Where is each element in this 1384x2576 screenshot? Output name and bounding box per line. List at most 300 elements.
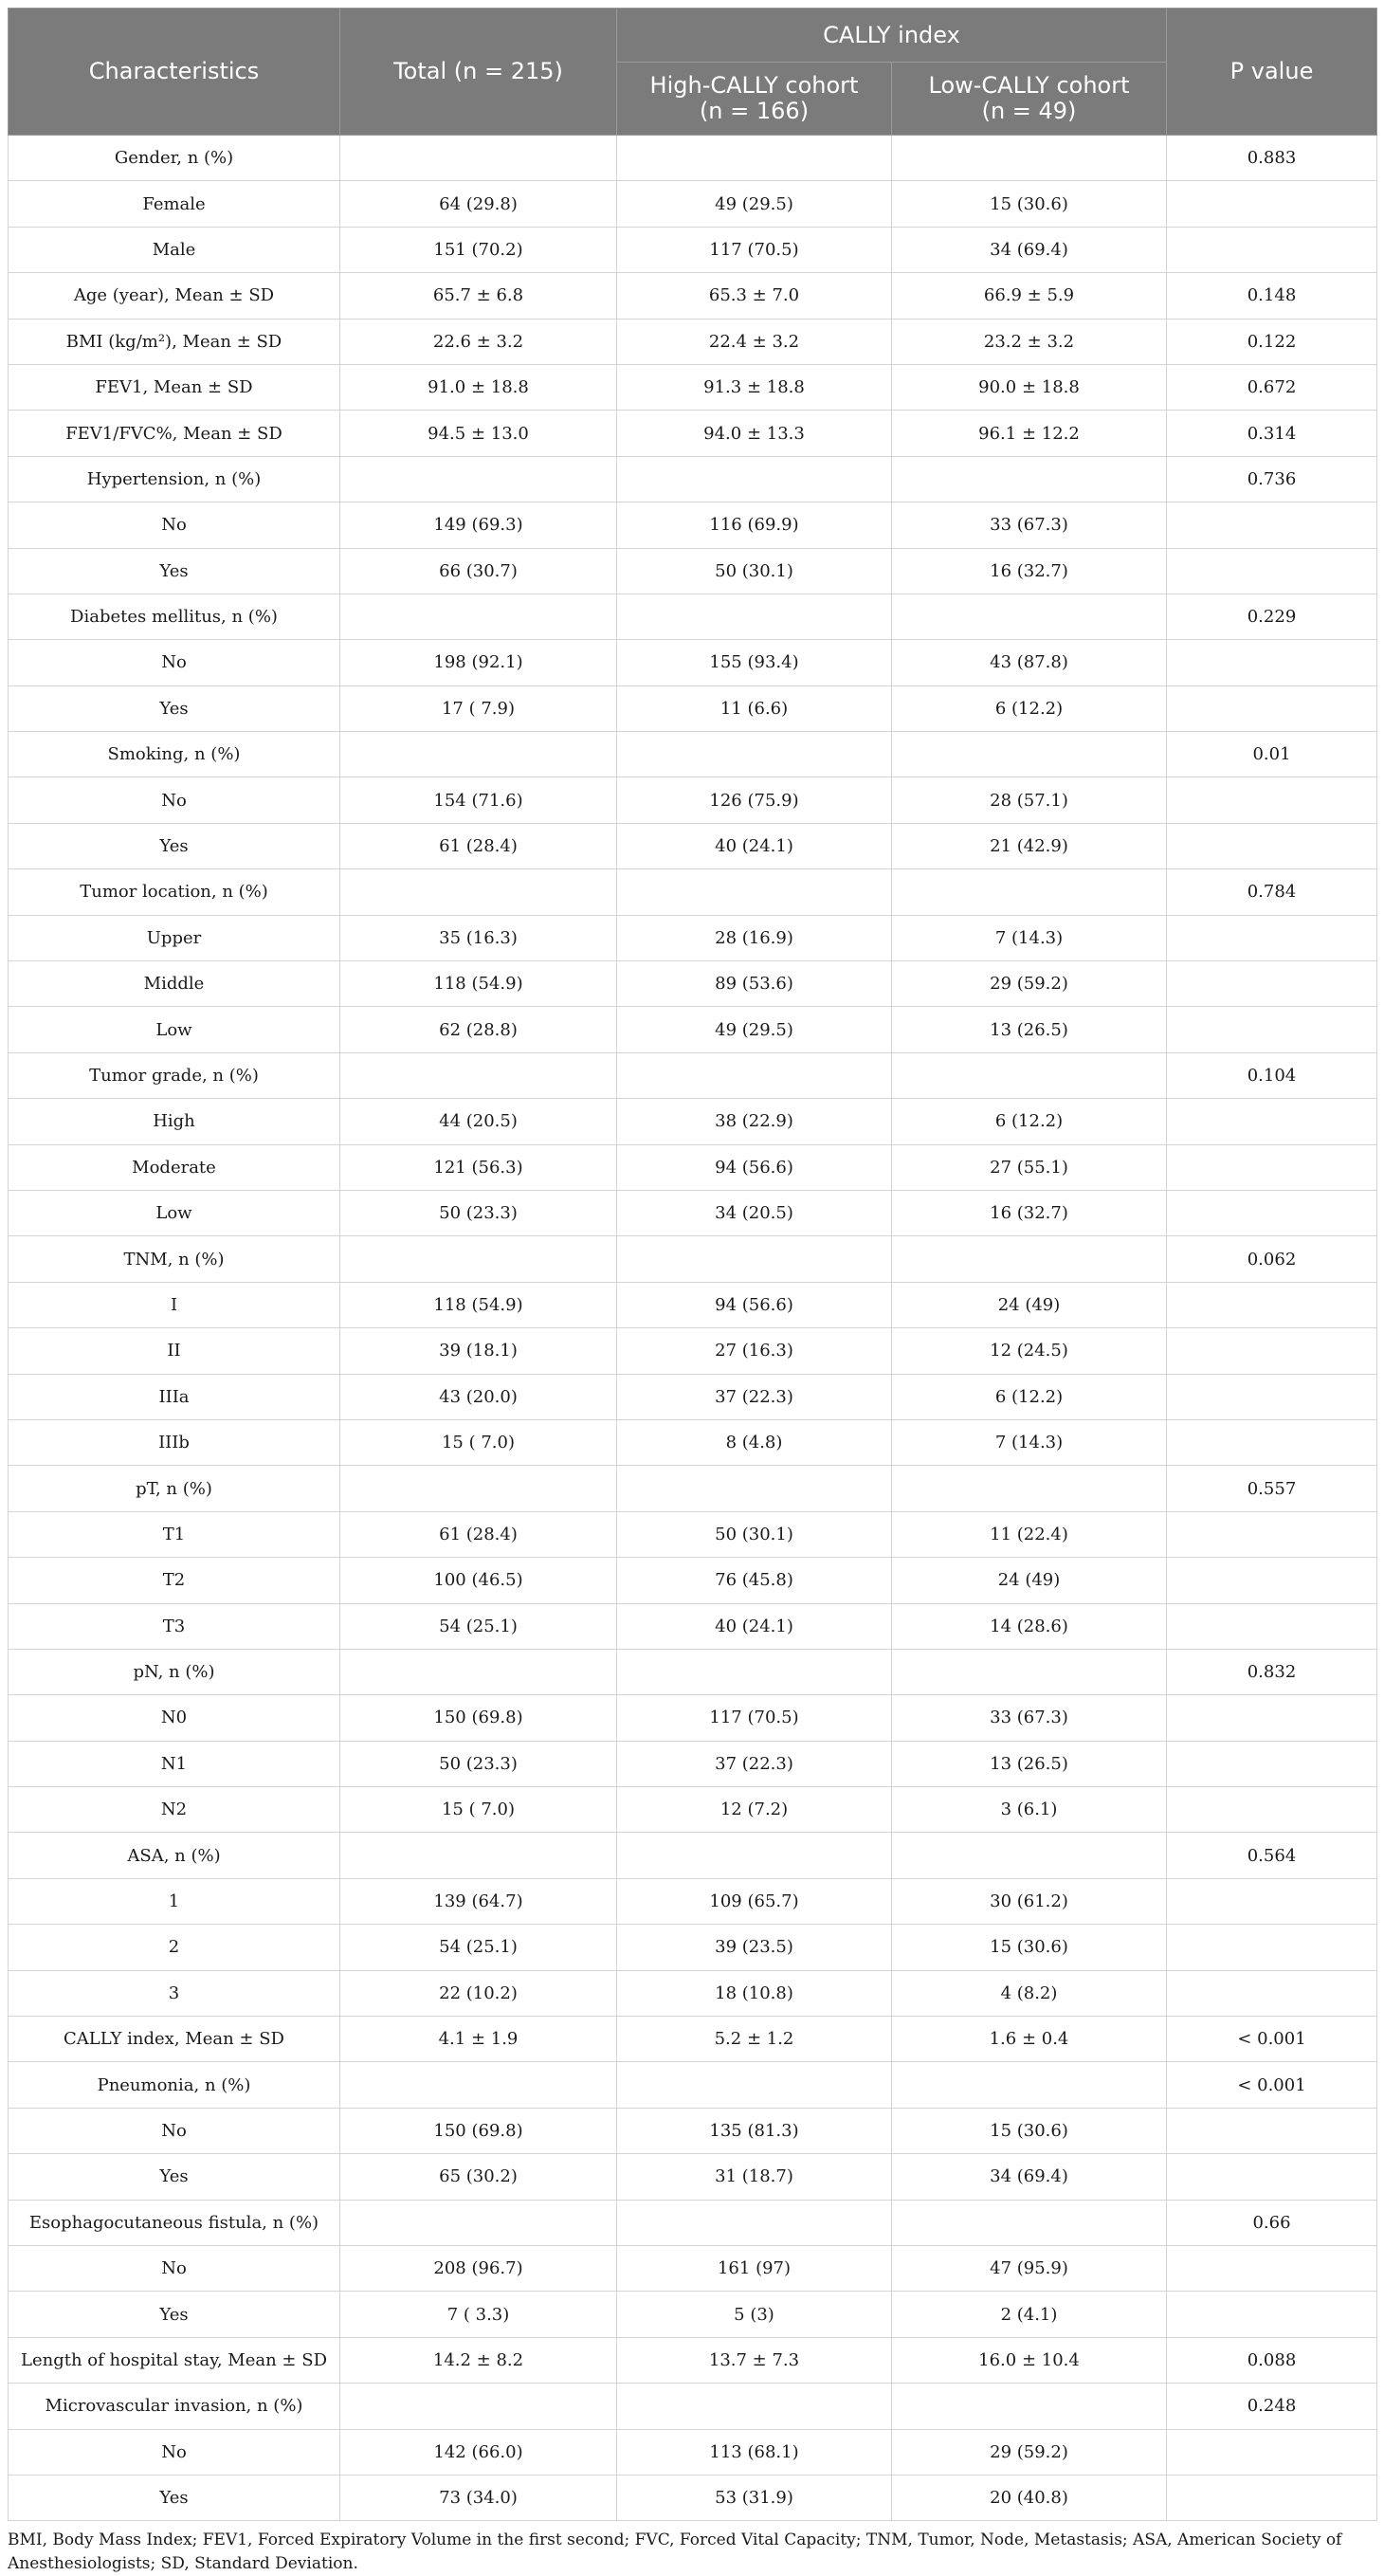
cell-total [340, 2062, 617, 2108]
cell-low-cally: 16 (32.7) [892, 1190, 1167, 1235]
cell-p-value: 0.832 [1167, 1649, 1377, 1694]
cell-p-value [1167, 1925, 1377, 1970]
table-row [9, 2337, 1377, 2383]
cell-high-cally: 126 (75.9) [617, 777, 892, 823]
cell-low-cally [892, 1466, 1167, 1511]
table-row [9, 1695, 1377, 1741]
cell-high-cally: 5 (3) [617, 2292, 892, 2337]
cell-total: 54 (25.1) [340, 1603, 617, 1649]
cell-characteristic: N0 [9, 1695, 340, 1741]
cell-p-value [1167, 1695, 1377, 1741]
cell-high-cally: 161 (97) [617, 2245, 892, 2291]
table-row [9, 1787, 1377, 1833]
table-row [9, 1558, 1377, 1603]
cell-low-cally: 24 (49) [892, 1282, 1167, 1327]
table-row [9, 2245, 1377, 2291]
cell-high-cally: 50 (30.1) [617, 1511, 892, 1557]
cell-high-cally: 40 (24.1) [617, 1603, 892, 1649]
cell-high-cally [617, 1833, 892, 1878]
cell-p-value [1167, 1282, 1377, 1327]
cell-characteristic: 2 [9, 1925, 340, 1970]
cell-p-value [1167, 685, 1377, 731]
cell-total: 35 (16.3) [340, 915, 617, 960]
cell-low-cally: 47 (95.9) [892, 2245, 1167, 2291]
cell-low-cally: 4 (8.2) [892, 1970, 1167, 2016]
cell-low-cally [892, 2384, 1167, 2429]
table-row [9, 2017, 1377, 2062]
cell-characteristic: Esophagocutaneous fistula, n (%) [9, 2200, 340, 2245]
cell-high-cally: 49 (29.5) [617, 1007, 892, 1052]
cell-total: 61 (28.4) [340, 823, 617, 868]
table-row [9, 1511, 1377, 1557]
cell-characteristic: No [9, 777, 340, 823]
table-row [9, 685, 1377, 731]
cell-p-value: 0.122 [1167, 319, 1377, 364]
cell-low-cally: 16.0 ± 10.4 [892, 2337, 1167, 2383]
cell-total [340, 2200, 617, 2245]
table-row [9, 640, 1377, 685]
table-row [9, 2108, 1377, 2153]
cell-high-cally: 34 (20.5) [617, 1190, 892, 1235]
header-characteristics: Characteristics [9, 9, 340, 136]
cell-low-cally: 12 (24.5) [892, 1328, 1167, 1374]
table-row [9, 1328, 1377, 1374]
cell-characteristic: Age (year), Mean ± SD [9, 273, 340, 319]
cell-characteristic: Pneumonia, n (%) [9, 2062, 340, 2108]
cell-low-cally: 6 (12.2) [892, 685, 1167, 731]
cell-low-cally: 28 (57.1) [892, 777, 1167, 823]
cell-characteristic: I [9, 1282, 340, 1327]
cell-p-value [1167, 1007, 1377, 1052]
cell-high-cally: 109 (65.7) [617, 1878, 892, 1924]
cell-total: 65 (30.2) [340, 2154, 617, 2200]
table-row [9, 136, 1377, 181]
cell-total: 149 (69.3) [340, 502, 617, 548]
table-row [9, 2062, 1377, 2108]
cell-total: 17 ( 7.9) [340, 685, 617, 731]
cell-characteristic: Yes [9, 548, 340, 594]
cell-total: 39 (18.1) [340, 1328, 617, 1374]
cell-p-value [1167, 1511, 1377, 1557]
table-row [9, 869, 1377, 915]
cell-characteristic: FEV1/FVC%, Mean ± SD [9, 411, 340, 456]
table-row [9, 1833, 1377, 1878]
table-row [9, 319, 1377, 364]
cell-high-cally: 5.2 ± 1.2 [617, 2017, 892, 2062]
cell-p-value [1167, 1970, 1377, 2016]
table-row [9, 1052, 1377, 1098]
cell-characteristic: TNM, n (%) [9, 1236, 340, 1282]
cell-low-cally: 13 (26.5) [892, 1007, 1167, 1052]
cell-characteristic: 1 [9, 1878, 340, 1924]
cell-characteristic: Upper [9, 915, 340, 960]
cell-characteristic: Moderate [9, 1144, 340, 1190]
cell-high-cally: 94 (56.6) [617, 1282, 892, 1327]
cell-p-value [1167, 1144, 1377, 1190]
table-row [9, 411, 1377, 456]
cell-characteristic: CALLY index, Mean ± SD [9, 2017, 340, 2062]
cell-low-cally [892, 1833, 1167, 1878]
cell-characteristic: Low [9, 1007, 340, 1052]
table-row [9, 364, 1377, 410]
cell-p-value [1167, 777, 1377, 823]
cell-total: 208 (96.7) [340, 2245, 617, 2291]
cell-p-value [1167, 2292, 1377, 2337]
cell-high-cally: 22.4 ± 3.2 [617, 319, 892, 364]
cell-high-cally: 12 (7.2) [617, 1787, 892, 1833]
cell-total: 139 (64.7) [340, 1878, 617, 1924]
cell-low-cally: 16 (32.7) [892, 548, 1167, 594]
cell-low-cally [892, 1649, 1167, 1694]
cell-p-value [1167, 2475, 1377, 2520]
cell-total: 198 (92.1) [340, 640, 617, 685]
header-cally-index: CALLY index [617, 9, 1167, 63]
cell-low-cally: 27 (55.1) [892, 1144, 1167, 1190]
cell-p-value [1167, 2245, 1377, 2291]
cell-high-cally: 135 (81.3) [617, 2108, 892, 2153]
cell-characteristic: Yes [9, 2292, 340, 2337]
cell-characteristic: T3 [9, 1603, 340, 1649]
cell-high-cally: 117 (70.5) [617, 1695, 892, 1741]
cell-p-value [1167, 961, 1377, 1007]
cell-characteristic: Tumor grade, n (%) [9, 1052, 340, 1098]
cell-total: 15 ( 7.0) [340, 1419, 617, 1465]
table-row [9, 1419, 1377, 1465]
cell-low-cally [892, 2062, 1167, 2108]
table-row [9, 2292, 1377, 2337]
table-row [9, 823, 1377, 868]
cell-low-cally: 43 (87.8) [892, 640, 1167, 685]
table-row [9, 1925, 1377, 1970]
cell-p-value [1167, 1374, 1377, 1419]
cell-p-value: 0.784 [1167, 869, 1377, 915]
cell-total: 44 (20.5) [340, 1099, 617, 1144]
cell-p-value [1167, 1328, 1377, 1374]
cell-low-cally: 14 (28.6) [892, 1603, 1167, 1649]
cell-p-value [1167, 1419, 1377, 1465]
table-row [9, 502, 1377, 548]
cell-high-cally: 38 (22.9) [617, 1099, 892, 1144]
cell-total: 154 (71.6) [340, 777, 617, 823]
cell-high-cally: 39 (23.5) [617, 1925, 892, 1970]
cell-characteristic: No [9, 2429, 340, 2475]
cell-total: 150 (69.8) [340, 1695, 617, 1741]
header-high-cally: High-CALLY cohort (n = 166) [617, 63, 892, 136]
cell-total [340, 594, 617, 639]
cell-total: 22 (10.2) [340, 1970, 617, 2016]
cell-total: 7 ( 3.3) [340, 2292, 617, 2337]
cell-characteristic: Diabetes mellitus, n (%) [9, 594, 340, 639]
cell-low-cally: 29 (59.2) [892, 2429, 1167, 2475]
cell-characteristic: IIIa [9, 1374, 340, 1419]
table-row [9, 273, 1377, 319]
table-row [9, 2475, 1377, 2520]
cell-high-cally: 155 (93.4) [617, 640, 892, 685]
cell-low-cally: 11 (22.4) [892, 1511, 1167, 1557]
cell-p-value [1167, 640, 1377, 685]
table-row [9, 2200, 1377, 2245]
cell-p-value [1167, 915, 1377, 960]
cell-high-cally [617, 732, 892, 777]
cell-low-cally: 6 (12.2) [892, 1374, 1167, 1419]
cell-low-cally [892, 594, 1167, 639]
cell-characteristic: Low [9, 1190, 340, 1235]
cell-high-cally: 116 (69.9) [617, 502, 892, 548]
cell-total [340, 732, 617, 777]
cell-high-cally: 65.3 ± 7.0 [617, 273, 892, 319]
cell-characteristic: Hypertension, n (%) [9, 456, 340, 502]
cell-low-cally: 13 (26.5) [892, 1741, 1167, 1786]
cell-total [340, 1236, 617, 1282]
cell-low-cally [892, 136, 1167, 181]
cell-characteristic: Female [9, 181, 340, 227]
cell-characteristic: Smoking, n (%) [9, 732, 340, 777]
cell-low-cally: 7 (14.3) [892, 915, 1167, 960]
cell-total: 14.2 ± 8.2 [340, 2337, 617, 2383]
cell-high-cally [617, 594, 892, 639]
cell-total: 65.7 ± 6.8 [340, 273, 617, 319]
cell-high-cally [617, 1466, 892, 1511]
cell-high-cally: 31 (18.7) [617, 2154, 892, 2200]
cell-characteristic: T1 [9, 1511, 340, 1557]
cell-total: 43 (20.0) [340, 1374, 617, 1419]
cell-high-cally: 76 (45.8) [617, 1558, 892, 1603]
cell-characteristic: 3 [9, 1970, 340, 2016]
cell-p-value: 0.672 [1167, 364, 1377, 410]
cell-p-value [1167, 548, 1377, 594]
cell-characteristic: FEV1, Mean ± SD [9, 364, 340, 410]
cell-high-cally: 89 (53.6) [617, 961, 892, 1007]
table-row [9, 1878, 1377, 1924]
cell-high-cally [617, 456, 892, 502]
cell-low-cally: 1.6 ± 0.4 [892, 2017, 1167, 2062]
cell-high-cally: 94.0 ± 13.3 [617, 411, 892, 456]
cell-total [340, 1649, 617, 1694]
cell-high-cally: 91.3 ± 18.8 [617, 364, 892, 410]
cell-high-cally: 37 (22.3) [617, 1374, 892, 1419]
cell-characteristic: Male [9, 227, 340, 272]
cell-p-value: 0.736 [1167, 456, 1377, 502]
cell-high-cally: 53 (31.9) [617, 2475, 892, 2520]
cell-characteristic: Yes [9, 2475, 340, 2520]
cell-high-cally [617, 1052, 892, 1098]
cell-characteristic: N2 [9, 1787, 340, 1833]
cell-p-value: 0.66 [1167, 2200, 1377, 2245]
table-container [8, 8, 1376, 2576]
cell-total [340, 2384, 617, 2429]
table-row [9, 1466, 1377, 1511]
cell-p-value: 0.557 [1167, 1466, 1377, 1511]
cell-characteristic: Microvascular invasion, n (%) [9, 2384, 340, 2429]
cell-high-cally [617, 869, 892, 915]
cell-characteristic: High [9, 1099, 340, 1144]
cell-total: 150 (69.8) [340, 2108, 617, 2153]
cell-low-cally: 15 (30.6) [892, 181, 1167, 227]
cell-total [340, 1052, 617, 1098]
table-row [9, 2429, 1377, 2475]
cell-p-value: 0.088 [1167, 2337, 1377, 2383]
cell-p-value [1167, 1787, 1377, 1833]
cell-low-cally: 7 (14.3) [892, 1419, 1167, 1465]
cell-p-value [1167, 2154, 1377, 2200]
cell-low-cally: 15 (30.6) [892, 1925, 1167, 1970]
cell-characteristic: Length of hospital stay, Mean ± SD [9, 2337, 340, 2383]
cell-high-cally [617, 1649, 892, 1694]
table-row [9, 1970, 1377, 2016]
table-row [9, 1144, 1377, 1190]
cell-low-cally [892, 1236, 1167, 1282]
cell-low-cally: 24 (49) [892, 1558, 1167, 1603]
cell-characteristic: No [9, 502, 340, 548]
cell-total: 50 (23.3) [340, 1741, 617, 1786]
cell-high-cally: 27 (16.3) [617, 1328, 892, 1374]
cell-total [340, 869, 617, 915]
cell-low-cally [892, 2200, 1167, 2245]
cell-low-cally [892, 732, 1167, 777]
cell-total [340, 1466, 617, 1511]
cell-low-cally: 20 (40.8) [892, 2475, 1167, 2520]
table-row [9, 777, 1377, 823]
cell-total: 66 (30.7) [340, 548, 617, 594]
table-row [9, 181, 1377, 227]
cell-total [340, 136, 617, 181]
cell-p-value [1167, 181, 1377, 227]
cell-characteristic: II [9, 1328, 340, 1374]
cell-p-value [1167, 1603, 1377, 1649]
cell-total: 62 (28.8) [340, 1007, 617, 1052]
cell-total: 61 (28.4) [340, 1511, 617, 1557]
cell-high-cally [617, 1236, 892, 1282]
cell-low-cally: 90.0 ± 18.8 [892, 364, 1167, 410]
cell-high-cally: 37 (22.3) [617, 1741, 892, 1786]
cell-p-value [1167, 823, 1377, 868]
cell-total: 22.6 ± 3.2 [340, 319, 617, 364]
table-row [9, 915, 1377, 960]
cell-low-cally: 3 (6.1) [892, 1787, 1167, 1833]
table-row [9, 2384, 1377, 2429]
cell-low-cally: 21 (42.9) [892, 823, 1167, 868]
cell-characteristic: ASA, n (%) [9, 1833, 340, 1878]
cell-p-value [1167, 2429, 1377, 2475]
cell-high-cally [617, 136, 892, 181]
table-row [9, 732, 1377, 777]
cell-high-cally: 49 (29.5) [617, 181, 892, 227]
characteristics-table [8, 8, 1377, 2521]
cell-total [340, 1833, 617, 1878]
cell-total: 54 (25.1) [340, 1925, 617, 1970]
cell-high-cally [617, 2200, 892, 2245]
cell-characteristic: BMI (kg/m²), Mean ± SD [9, 319, 340, 364]
table-row [9, 227, 1377, 272]
cell-total: 50 (23.3) [340, 1190, 617, 1235]
header-p-value: P value [1167, 9, 1377, 136]
cell-high-cally [617, 2384, 892, 2429]
cell-p-value: < 0.001 [1167, 2062, 1377, 2108]
cell-characteristic: Yes [9, 2154, 340, 2200]
cell-low-cally: 33 (67.3) [892, 1695, 1167, 1741]
cell-p-value: 0.248 [1167, 2384, 1377, 2429]
cell-low-cally: 29 (59.2) [892, 961, 1167, 1007]
cell-high-cally: 13.7 ± 7.3 [617, 2337, 892, 2383]
cell-high-cally: 117 (70.5) [617, 227, 892, 272]
cell-high-cally: 113 (68.1) [617, 2429, 892, 2475]
cell-p-value [1167, 1741, 1377, 1786]
cell-high-cally: 11 (6.6) [617, 685, 892, 731]
cell-total: 91.0 ± 18.8 [340, 364, 617, 410]
cell-p-value: 0.314 [1167, 411, 1377, 456]
cell-low-cally: 30 (61.2) [892, 1878, 1167, 1924]
cell-low-cally: 6 (12.2) [892, 1099, 1167, 1144]
cell-p-value [1167, 227, 1377, 272]
cell-p-value: 0.062 [1167, 1236, 1377, 1282]
cell-high-cally: 18 (10.8) [617, 1970, 892, 2016]
table-footnote: BMI, Body Mass Index; FEV1, Forced Expiratory Volume in the first second; FVC, Forced Vital Capacity; TNM, Tumor, Node, Metastasis; ASA, American Society of Anesthesiologists; SD, Standard Deviation. [8, 2530, 1342, 2574]
table-row [9, 548, 1377, 594]
cell-low-cally: 15 (30.6) [892, 2108, 1167, 2153]
cell-low-cally [892, 869, 1167, 915]
cell-total: 151 (70.2) [340, 227, 617, 272]
cell-low-cally: 34 (69.4) [892, 2154, 1167, 2200]
cell-low-cally: 2 (4.1) [892, 2292, 1167, 2337]
header-low-cally: Low-CALLY cohort (n = 49) [892, 63, 1167, 136]
table-row [9, 594, 1377, 639]
cell-total: 118 (54.9) [340, 1282, 617, 1327]
cell-p-value [1167, 2108, 1377, 2153]
cell-low-cally: 66.9 ± 5.9 [892, 273, 1167, 319]
cell-p-value [1167, 1558, 1377, 1603]
cell-p-value [1167, 502, 1377, 548]
cell-total: 121 (56.3) [340, 1144, 617, 1190]
table-row [9, 1007, 1377, 1052]
cell-p-value [1167, 1878, 1377, 1924]
cell-p-value: 0.148 [1167, 273, 1377, 319]
cell-characteristic: Middle [9, 961, 340, 1007]
table-row [9, 2154, 1377, 2200]
cell-total: 4.1 ± 1.9 [340, 2017, 617, 2062]
cell-total [340, 456, 617, 502]
cell-p-value [1167, 1099, 1377, 1144]
table-row [9, 1649, 1377, 1694]
cell-high-cally: 28 (16.9) [617, 915, 892, 960]
cell-total: 64 (29.8) [340, 181, 617, 227]
cell-p-value: 0.229 [1167, 594, 1377, 639]
cell-characteristic: Tumor location, n (%) [9, 869, 340, 915]
cell-low-cally [892, 456, 1167, 502]
cell-total: 73 (34.0) [340, 2475, 617, 2520]
table-row [9, 1099, 1377, 1144]
cell-p-value [1167, 1190, 1377, 1235]
cell-high-cally: 8 (4.8) [617, 1419, 892, 1465]
cell-characteristic: N1 [9, 1741, 340, 1786]
table-row [9, 1603, 1377, 1649]
cell-characteristic: pN, n (%) [9, 1649, 340, 1694]
cell-low-cally: 23.2 ± 3.2 [892, 319, 1167, 364]
cell-total: 142 (66.0) [340, 2429, 617, 2475]
cell-total: 94.5 ± 13.0 [340, 411, 617, 456]
table-row [9, 1190, 1377, 1235]
table-body [9, 136, 1377, 2521]
cell-characteristic: Yes [9, 823, 340, 868]
table-row [9, 1236, 1377, 1282]
cell-total: 15 ( 7.0) [340, 1787, 617, 1833]
table-row [9, 1741, 1377, 1786]
cell-characteristic: No [9, 640, 340, 685]
cell-total: 100 (46.5) [340, 1558, 617, 1603]
cell-low-cally: 96.1 ± 12.2 [892, 411, 1167, 456]
header-total: Total (n = 215) [340, 9, 617, 136]
cell-p-value: 0.104 [1167, 1052, 1377, 1098]
table-row [9, 1282, 1377, 1327]
